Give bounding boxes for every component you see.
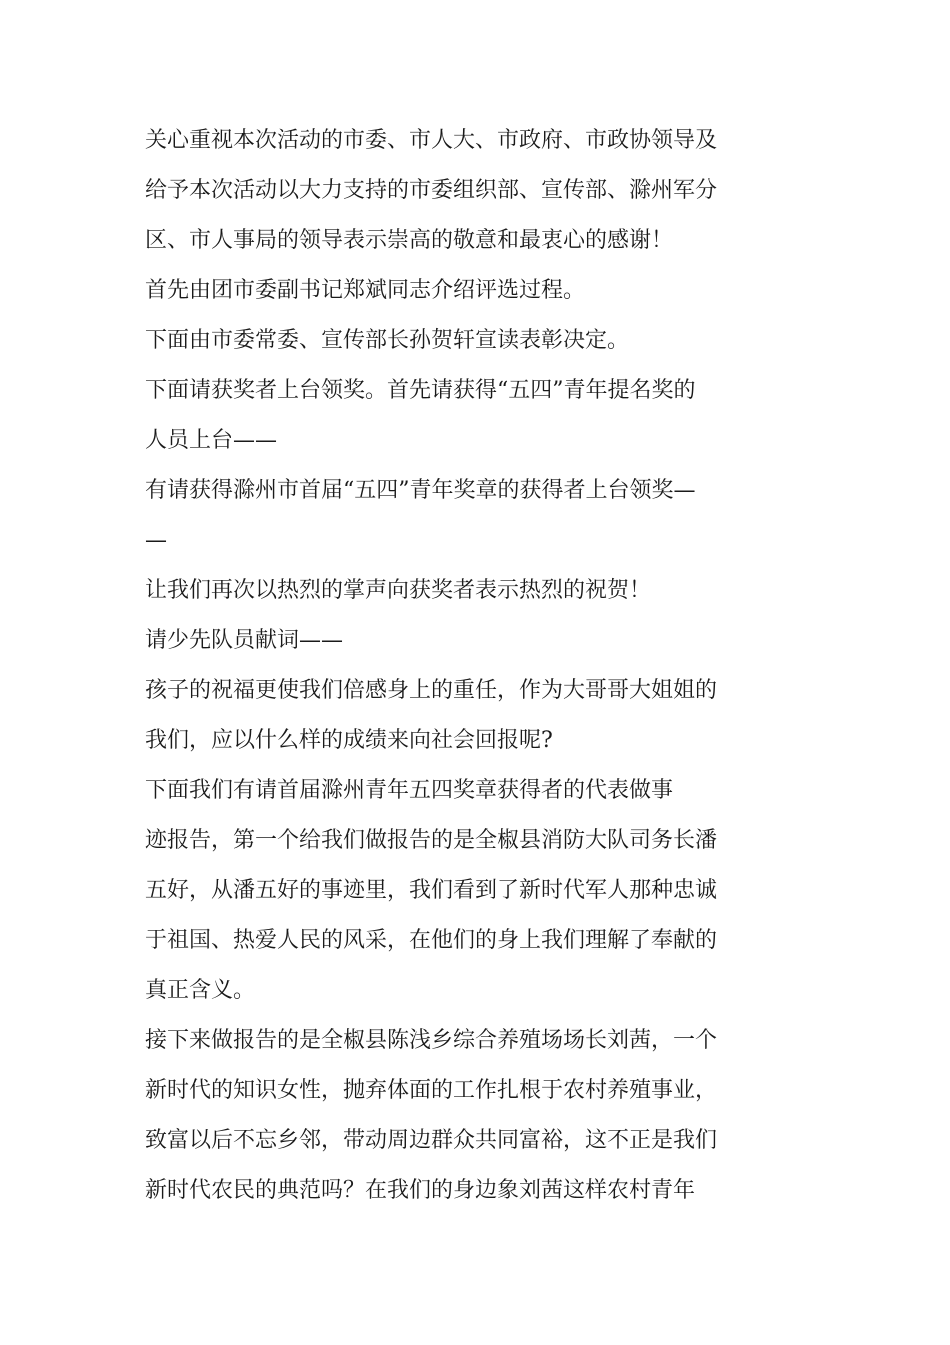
text-line: 新时代的知识女性，抛弃体面的工作扎根于农村养殖事业， [145,1078,718,1103]
text-line: 给予本次活动以大力支持的市委组织部、宣传部、滁州军分 [145,178,718,203]
text-line: 关心重视本次活动的市委、市人大、市政府、市政协领导及 [145,128,718,153]
text-line: 下面我们有请首届滁州青年五四奖章获得者的代表做事 [145,778,674,803]
document-body [145,116,745,1216]
text-line: 下面由市委常委、宣传部长孙贺轩宣读表彰决定。 [145,328,630,353]
text-line: 我们，应以什么样的成绩来向社会回报呢? [145,728,553,753]
text-line: 区、市人事局的领导表示崇高的敬意和最衷心的感谢！ [145,228,674,253]
text-line: 人员上台—— [145,428,278,453]
text-line: 让我们再次以热烈的掌声向获奖者表示热烈的祝贺！ [145,578,652,603]
text-line: 有请获得滁州市首届“五四”青年奖章的获得者上台领奖— [145,478,696,503]
text-line: 真正含义。 [145,978,256,1003]
text-line: 于祖国、热爱人民的风采，在他们的身上我们理解了奉献的 [145,928,718,953]
text-line: 下面请获奖者上台领奖。首先请获得“五四”青年提名奖的 [145,378,696,403]
text-line: 迹报告，第一个给我们做报告的是全椒县消防大队司务长潘 [145,828,718,853]
text-line: 接下来做报告的是全椒县陈浅乡综合养殖场场长刘茜，一个 [145,1028,718,1053]
text-line: 五好，从潘五好的事迹里，我们看到了新时代军人那种忠诚 [145,878,718,903]
text-line: — [145,528,167,553]
text-line: 致富以后不忘乡邻，带动周边群众共同富裕，这不正是我们 [145,1128,718,1153]
text-line: 请少先队员献词—— [145,628,344,653]
text-line: 孩子的祝福更使我们倍感身上的重任，作为大哥哥大姐姐的 [145,678,718,703]
text-line: 首先由团市委副书记郑斌同志介绍评选过程。 [145,278,586,303]
text-line: 新时代农民的典范吗？在我们的身边象刘茜这样农村青年 [145,1178,696,1203]
